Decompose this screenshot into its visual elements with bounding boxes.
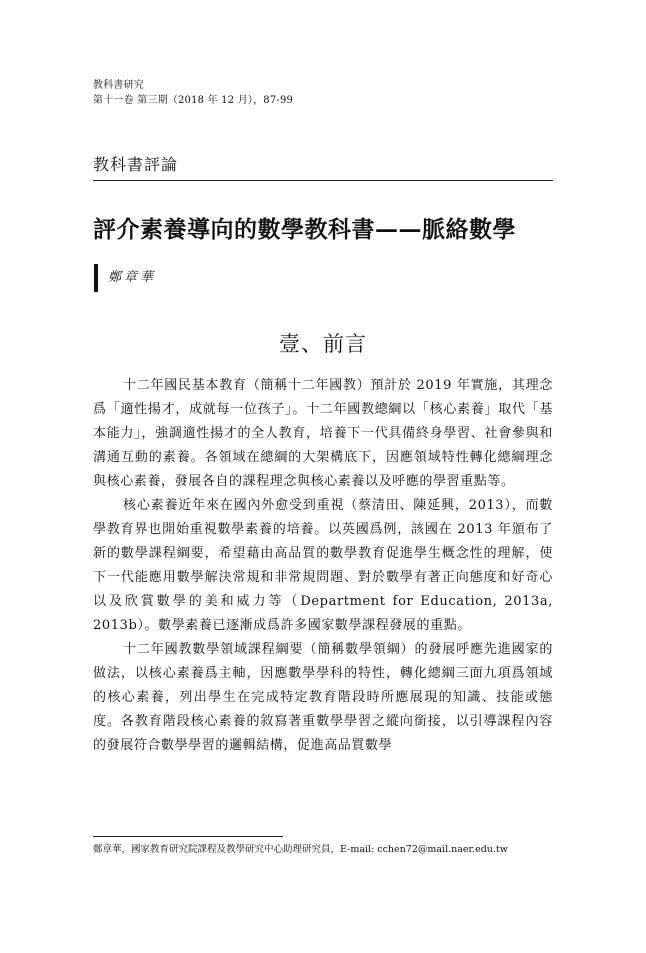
author-name: 鄭章華 (108, 270, 157, 285)
author-marker-bar (94, 264, 98, 292)
author-footnote: 鄭章華，國家教育研究院課程及教學研究中心助理研究員，E-mail: cchen72@mail.naer.edu.tw (93, 844, 508, 855)
footnote-divider (93, 836, 283, 837)
journal-name: 教科書研究 (93, 80, 144, 91)
body-paragraph: 十二年國民基本教育（簡稱十二年國教）預計於 2019 年實施，其理念爲「適性揚才，成就每一位孩子」。十二年國教總綱以「核心素養」取代「基本能力」，強調適性揚才的全人教育，培養下一代具備終身學習、社會參與和溝通互動的素養。各領域在總綱的大架構底下，因應領域特性轉化總綱理念與核心素養，發展各自的課程理念與核心素養以及呼應的學習重點等。 (93, 378, 553, 489)
section-label: 教科書評論 (93, 155, 179, 174)
journal-issue-line: 第十一卷 第三期（2018 年 12 月），87-99 (93, 95, 294, 106)
body-paragraph: 核心素養近年來在國內外愈受到重視（蔡清田、陳延興，2013），而數學教育界也開始重視數學素養的培養。以英國爲例，該國在 2013 年頒布了新的數學課程綱要，希望藉由高品質的數學教育促進學生概念性的理解，使下一代能應用數學解決常規和非常規問題、對於數學有著正向態度和好奇心以及欣賞數學的美和威力等（Department for Education, 2013a, 2013b）。數學素養已逐漸成爲許多國家數學課程發展的重點。 (93, 498, 553, 633)
journal-header (93, 78, 293, 108)
chapter-heading: 壹、前言 (279, 332, 367, 356)
article-title: 評介素養導向的數學教科書——脈絡數學 (93, 216, 516, 243)
section-divider (93, 180, 553, 181)
article-body (93, 374, 553, 758)
body-paragraph: 十二年國教數學領域課程綱要（簡稱數學領綱）的發展呼應先進國家的做法，以核心素養爲主軸，因應數學學科的特性，轉化總綱三面九項爲領域的核心素養，列出學生在完成特定教育階段時所應展現的知識、技能或態度。各教育階段核心素養的敘寫著重數學學習之縱向銜接，以引導課程內容的發展符合數學學習的邏輯結構，促進高品質數學 (93, 642, 553, 753)
